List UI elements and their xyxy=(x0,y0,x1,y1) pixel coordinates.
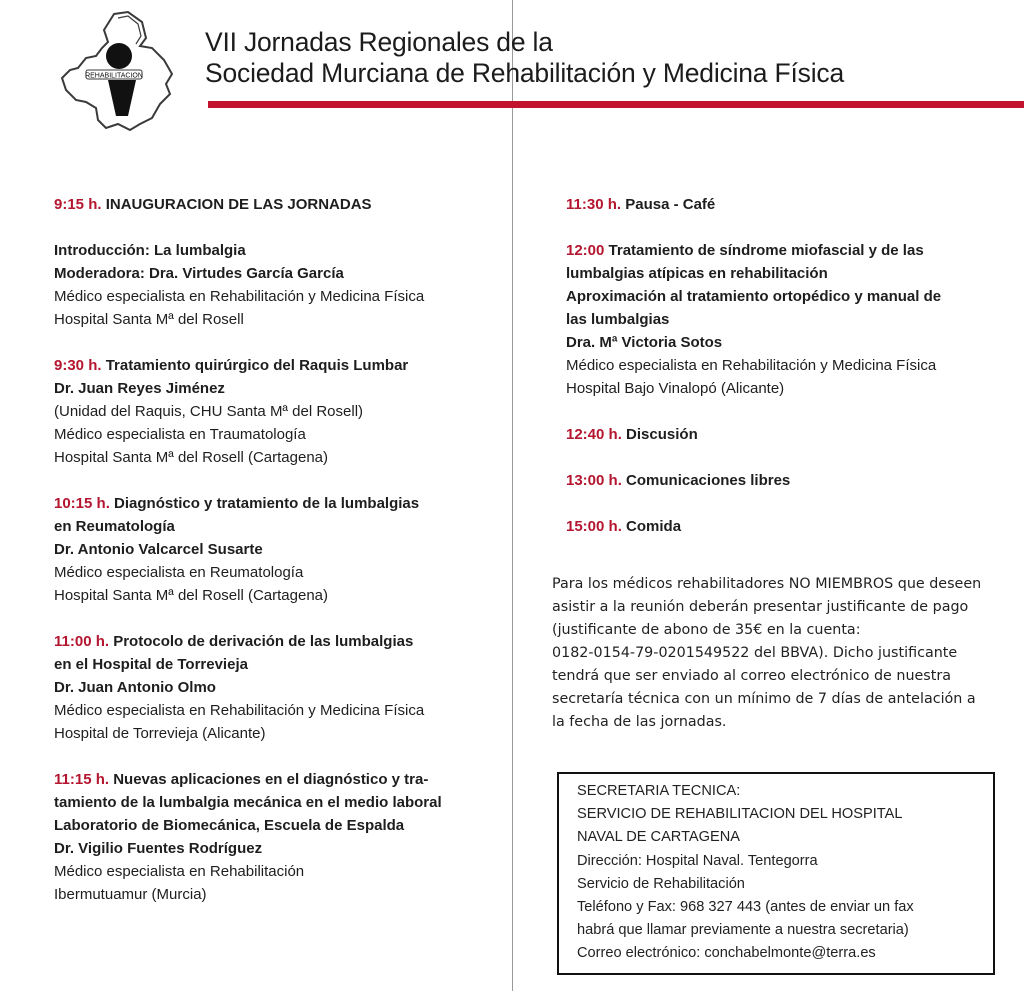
session-heading: Tratamiento quirúrgico del Raquis Lumbar xyxy=(105,357,409,374)
session-heading: Moderadora: Dra. Virtudes García García xyxy=(54,265,344,282)
society-logo xyxy=(56,8,176,132)
session-heading: INAUGURACION DE LAS JORNADAS xyxy=(105,196,372,213)
session-heading: lumbalgias atípicas en rehabilitación xyxy=(566,265,828,282)
session-detail: Médico especialista en Rehabilitación y Medicina Física xyxy=(54,702,425,719)
program-entry xyxy=(566,515,1006,538)
session-detail: Médico especialista en Reumatología xyxy=(54,564,304,581)
program-entry xyxy=(54,354,499,469)
program-line xyxy=(566,515,1006,538)
session-heading: las lumbalgias xyxy=(566,311,670,328)
program-right-column xyxy=(566,193,1006,561)
notice-line: la fecha de las jornadas. xyxy=(552,714,727,730)
program-left-column xyxy=(54,193,499,929)
program-line xyxy=(566,423,1006,446)
program-line xyxy=(54,699,499,722)
program-line xyxy=(566,354,1006,377)
program-line xyxy=(54,285,499,308)
session-heading: Dr. Juan Reyes Jiménez xyxy=(54,380,225,397)
session-heading: Tratamiento de síndrome miofascial y de las xyxy=(608,242,924,259)
program-line xyxy=(54,768,499,791)
program-line xyxy=(54,308,499,331)
notice-line: tendrá que ser enviado al correo electrónico de nuestra xyxy=(552,668,952,684)
program-line xyxy=(566,377,1006,400)
session-detail: Ibermutuamur (Murcia) xyxy=(54,886,207,903)
session-detail: Médico especialista en Rehabilitación y Medicina Física xyxy=(54,288,425,305)
session-detail: Médico especialista en Traumatología xyxy=(54,426,306,443)
program-entry xyxy=(54,239,499,331)
program-entry xyxy=(566,193,1006,216)
program-line xyxy=(54,446,499,469)
secretaria-line: Servicio de Rehabilitación xyxy=(577,875,745,892)
session-heading: Aproximación al tratamiento ortopédico y manual de xyxy=(566,288,942,305)
program-line xyxy=(54,354,499,377)
program-line xyxy=(566,193,1006,216)
secretaria-line: habrá que llamar previamente a nuestra secretaria) xyxy=(577,922,909,939)
secretaria-line: Correo electrónico: conchabelmonte@terra.es xyxy=(577,945,876,962)
session-time: 13:00 h. xyxy=(566,472,622,489)
program-line xyxy=(54,837,499,860)
session-heading: Nuevas aplicaciones en el diagnóstico y tra- xyxy=(113,771,429,788)
session-heading: Introducción: La lumbalgia xyxy=(54,242,246,259)
session-detail: Médico especialista en Rehabilitación xyxy=(54,863,305,880)
secretaria-line: Teléfono y Fax: 968 327 443 (antes de enviar un fax xyxy=(577,899,914,916)
session-heading: Dr. Vigilio Fuentes Rodríguez xyxy=(54,840,263,857)
notice-line: secretaría técnica con un mínimo de 7 días de antelación a xyxy=(552,691,976,707)
program-line xyxy=(54,400,499,423)
session-detail: (Unidad del Raquis, CHU Santa Mª del Rosell) xyxy=(54,403,364,420)
program-entry xyxy=(566,423,1006,446)
secretaria-line: SECRETARIA TECNICA: xyxy=(577,783,741,799)
session-time: 10:15 h. xyxy=(54,495,110,512)
program-line xyxy=(54,791,499,814)
session-detail: Hospital Santa Mª del Rosell (Cartagena) xyxy=(54,449,329,466)
program-entry xyxy=(566,239,1006,400)
program-entry xyxy=(54,768,499,906)
session-time: 11:15 h. xyxy=(54,771,110,788)
session-heading: Dra. Mª Victoria Sotos xyxy=(566,334,723,351)
notice-line: 0182-0154-79-0201549522 del BBVA). Dicho justificante xyxy=(552,645,958,661)
program-line xyxy=(54,492,499,515)
session-heading: Laboratorio de Biomecánica, Escuela de Espalda xyxy=(54,817,405,834)
secretaria-line: Dirección: Hospital Naval. Tentegorra xyxy=(577,852,818,869)
program-line xyxy=(54,653,499,676)
program-entry xyxy=(54,193,499,216)
session-time: 9:15 h. xyxy=(54,196,102,213)
program-line xyxy=(54,377,499,400)
program-entry xyxy=(54,630,499,745)
secretaria-box xyxy=(557,772,995,975)
session-time: 15:00 h. xyxy=(566,518,622,535)
program-line xyxy=(54,239,499,262)
session-heading: Discusión xyxy=(626,426,698,443)
program-line xyxy=(566,285,1006,308)
secretaria-line: NAVAL DE CARTAGENA xyxy=(577,829,741,846)
title-line-1: VII Jornadas Regionales de la xyxy=(205,27,553,57)
session-time: 9:30 h. xyxy=(54,357,102,374)
notice-line: (justificante de abono de 35€ en la cuenta: xyxy=(552,622,861,638)
program-line xyxy=(54,423,499,446)
session-heading: Comunicaciones libres xyxy=(626,472,791,489)
program-line xyxy=(566,469,1006,492)
notice-line: Para los médicos rehabilitadores NO MIEMBROS que deseen xyxy=(552,576,982,592)
session-detail: Médico especialista en Rehabilitación y Medicina Física xyxy=(566,357,937,374)
program-line xyxy=(54,538,499,561)
program-line xyxy=(54,860,499,883)
program-line xyxy=(54,561,499,584)
program-line xyxy=(54,515,499,538)
session-heading: Pausa - Café xyxy=(625,196,716,213)
session-heading: tamiento de la lumbalgia mecánica en el medio laboral xyxy=(54,794,442,811)
program-line xyxy=(566,331,1006,354)
session-heading: en el Hospital de Torrevieja xyxy=(54,656,248,673)
program-line xyxy=(54,193,499,216)
program-line xyxy=(566,308,1006,331)
header-red-rule xyxy=(208,101,1024,108)
session-time: 11:00 h. xyxy=(54,633,110,650)
program-line xyxy=(54,630,499,653)
logo-text: REHABILITACION xyxy=(85,72,143,80)
program-line xyxy=(54,883,499,906)
session-heading: Comida xyxy=(626,518,682,535)
session-heading: Dr. Juan Antonio Olmo xyxy=(54,679,216,696)
session-heading: en Reumatología xyxy=(54,518,175,535)
program-line xyxy=(54,814,499,837)
registration-notice xyxy=(552,573,1002,734)
program-entry xyxy=(54,492,499,607)
session-time: 12:00 xyxy=(566,242,605,259)
program-line xyxy=(54,262,499,285)
program-line xyxy=(566,262,1006,285)
title-line-2: Sociedad Murciana de Rehabilitación y Medicina Física xyxy=(205,58,844,88)
program-line xyxy=(566,239,1006,262)
program-line xyxy=(54,584,499,607)
session-time: 11:30 h. xyxy=(566,196,622,213)
program-entry xyxy=(566,469,1006,492)
session-detail: Hospital Bajo Vinalopó (Alicante) xyxy=(566,380,785,397)
page-fold-line xyxy=(512,0,513,991)
session-heading: Dr. Antonio Valcarcel Susarte xyxy=(54,541,263,558)
session-time: 12:40 h. xyxy=(566,426,622,443)
page-title xyxy=(205,27,844,89)
session-detail: Hospital Santa Mª del Rosell xyxy=(54,311,244,328)
program-line xyxy=(54,676,499,699)
session-detail: Hospital Santa Mª del Rosell (Cartagena) xyxy=(54,587,329,604)
session-heading: Protocolo de derivación de las lumbalgias xyxy=(113,633,414,650)
notice-line: asistir a la reunión deberán presentar justificante de pago xyxy=(552,599,969,615)
program-line xyxy=(54,722,499,745)
secretaria-line: SERVICIO DE REHABILITACION DEL HOSPITAL xyxy=(577,806,903,823)
session-heading: Diagnóstico y tratamiento de la lumbalgias xyxy=(114,495,420,512)
session-detail: Hospital de Torrevieja (Alicante) xyxy=(54,725,266,742)
